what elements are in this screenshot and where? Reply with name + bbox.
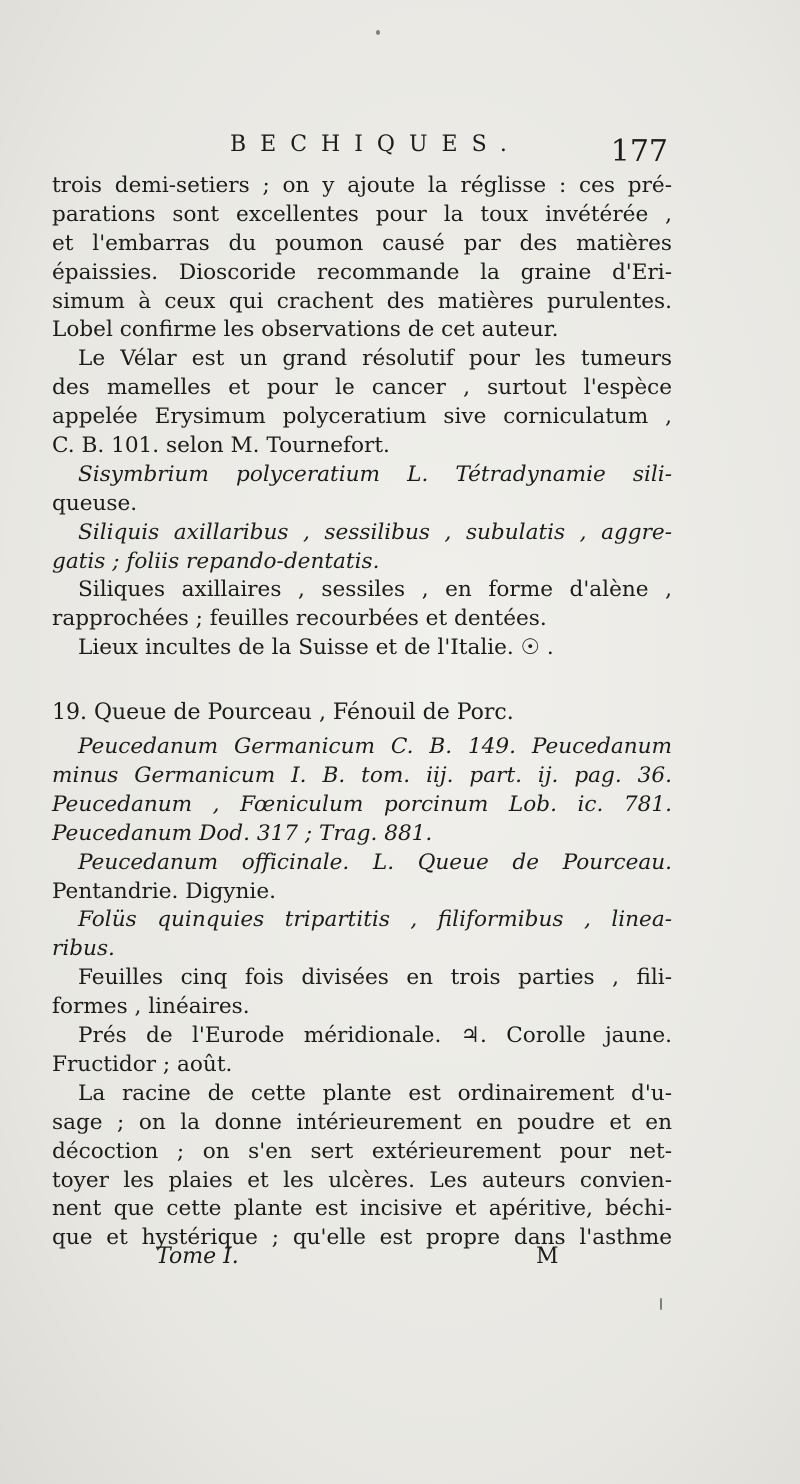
text-line: Le Vélar est un grand résolutif pour les tumeurs [78,346,672,372]
text-line: La racine de cette plante est ordinairement d'u- [78,1080,672,1106]
page-footer [52,1244,672,1278]
text-line: minus Germanicum I. B. tom. iij. part. ij. pag. 36. [52,763,672,789]
text-line: Peucedanum officinale. L. Queue de Pourceau. [78,849,672,875]
text-line: Sisymbrium polyceratium L. Tétradynamie sili- [78,461,672,487]
page-number: 177 [610,134,668,169]
text-line: Siliquis axillaribus , sessilibus , subulatis , aggre- [78,519,672,545]
text-line: gatis ; foliis repando-dentatis. [52,548,380,574]
text-line: C. B. 101. selon M. Tournefort. [52,433,390,459]
text-line: nent que cette plante est incisive et apéritive, béchi- [52,1196,672,1222]
text-line: Lieux incultes de la Suisse et de l'Italie. ☉ . [78,635,554,661]
text-line: rapprochées ; feuilles recourbées et dentées. [52,606,547,632]
text-line: épaissies. Dioscoride recommande la graine d'Eri- [52,259,672,285]
text-line: Peucedanum Germanicum C. B. 149. Peucedanum [78,734,672,760]
text-line: que et hystérique ; qu'elle est propre dans l'asthme [52,1225,672,1251]
text-line: décoction ; on s'en sert extérieurement pour net- [52,1138,672,1164]
text-line: Peucedanum , Fœniculum porcinum Lob. ic. 781. [52,791,672,817]
running-head: BECHIQUES. [230,132,521,157]
text-line: Siliques axillaires , sessiles , en forme d'alène , [78,577,672,603]
text-line: Fructidor ; août. [52,1051,233,1077]
section-gap [52,663,672,699]
ink-speck [376,30,380,35]
text-line: toyer les plaies et les ulcères. Les auteurs convien- [52,1167,672,1193]
text-line: Feuilles cinq fois divisées en trois parties , fili- [78,965,672,991]
text-line: queuse. [52,490,138,516]
text-line: parations sont excellentes pour la toux invétérée , [52,201,672,227]
body-text [52,172,672,1253]
page-header [52,132,672,172]
text-line: Folüs quinquies tripartitis , filiformibus , linea- [78,907,672,933]
text-line: Lobel confirme les observations de cet auteur. [52,317,559,343]
text-line: et l'embarras du poumon causé par des matières [52,230,672,256]
signature-mark: M [536,1244,559,1269]
ink-speck [660,1298,662,1310]
text-line: trois demi-setiers ; on y ajoute la réglisse : ces pré- [52,173,672,198]
text-line: Prés de l'Eurode méridionale. ♃. Corolle jaune. [78,1023,672,1049]
text-line: Peucedanum Dod. 317 ; Trag. 881. [52,820,433,846]
text-line: des mamelles et pour le cancer , surtout l'espèce [52,375,672,401]
text-line: appelée Erysimum polyceratium sive corniculatum , [52,404,672,430]
text-line: ribus. [52,936,115,962]
section-heading: 19. Queue de Pourceau , Fénouil de Porc. [52,700,514,726]
text-line: formes , linéaires. [52,994,250,1020]
text-line: simum à ceux qui crachent des matières purulentes. [52,288,672,314]
volume-label: Tome I. [156,1244,239,1269]
text-line: Pentandrie. Digynie. [52,878,276,904]
text-line: sage ; on la donne intérieurement en poudre et en [52,1109,672,1135]
